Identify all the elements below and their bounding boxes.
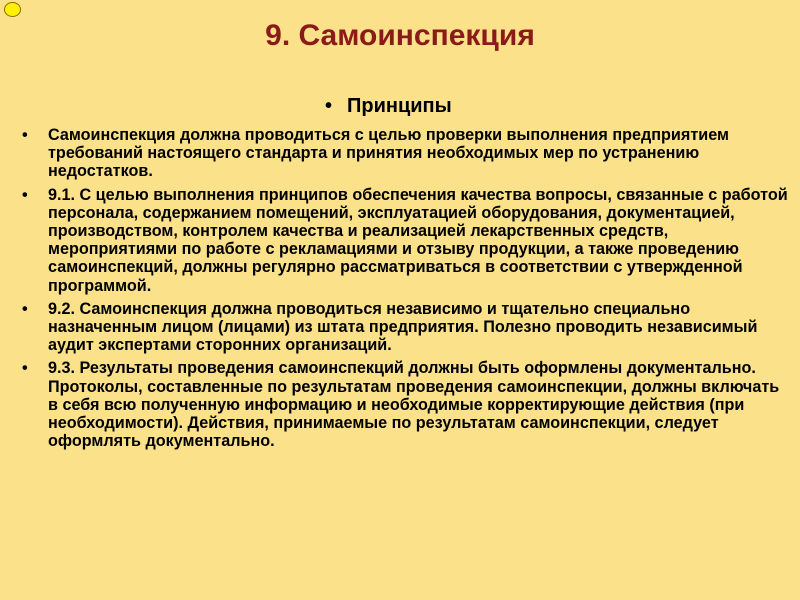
bullet-icon: • [22,185,28,204]
list-item [22,359,792,450]
list-item [22,126,792,181]
list-item [22,300,792,355]
bullet-icon: • [22,299,28,318]
corner-dot [4,2,21,17]
list-item-text: 9.2. Самоинспекция должна проводиться независимо и тщательно специально назначенным лицом (лицами) из штата предприятия. Полезно проводить независимый аудит экспертами сторонних организаций. [48,299,758,355]
bullet-icon: • [22,126,28,144]
list-item-text: 9.3. Результаты проведения самоинспекций должны быть оформлены документально. Протоколы, составленные по результатам проведения самоинспекции, должны включать в себя всю полученную информацию и необходимые корректирующие действия (при необходимости). Действия, принимаемые по результатам самоинспекции, следует оформлять документально. [48,359,780,451]
list-item-text: Самоинспекция должна проводиться с целью проверки выполнения предприятием требований настоящего стандарта и принятия необходимых мер по устранению недостатков. [48,126,729,181]
slide-title: 9. Самоинспекция [265,19,535,52]
slide-subtitle [325,94,452,118]
list-item-text: 9.1. С целью выполнения принципов обеспечения качества вопросы, связанные с работой персонала, содержанием помещений, эксплуатацией оборудования, документацией, производством, контролем качества и реализацией лекарственных средств, мероприятиями по работе с рекламациями и отзыву продукции, а также проведению самоинспекций, должны регулярно рассматриваться в соответствии с утвержденной программой. [48,185,788,295]
list-item [22,186,792,295]
bullet-icon: • [22,359,28,378]
bullet-list [22,126,792,455]
subtitle-text: Принципы [347,95,452,117]
bullet-icon: • [325,95,333,117]
